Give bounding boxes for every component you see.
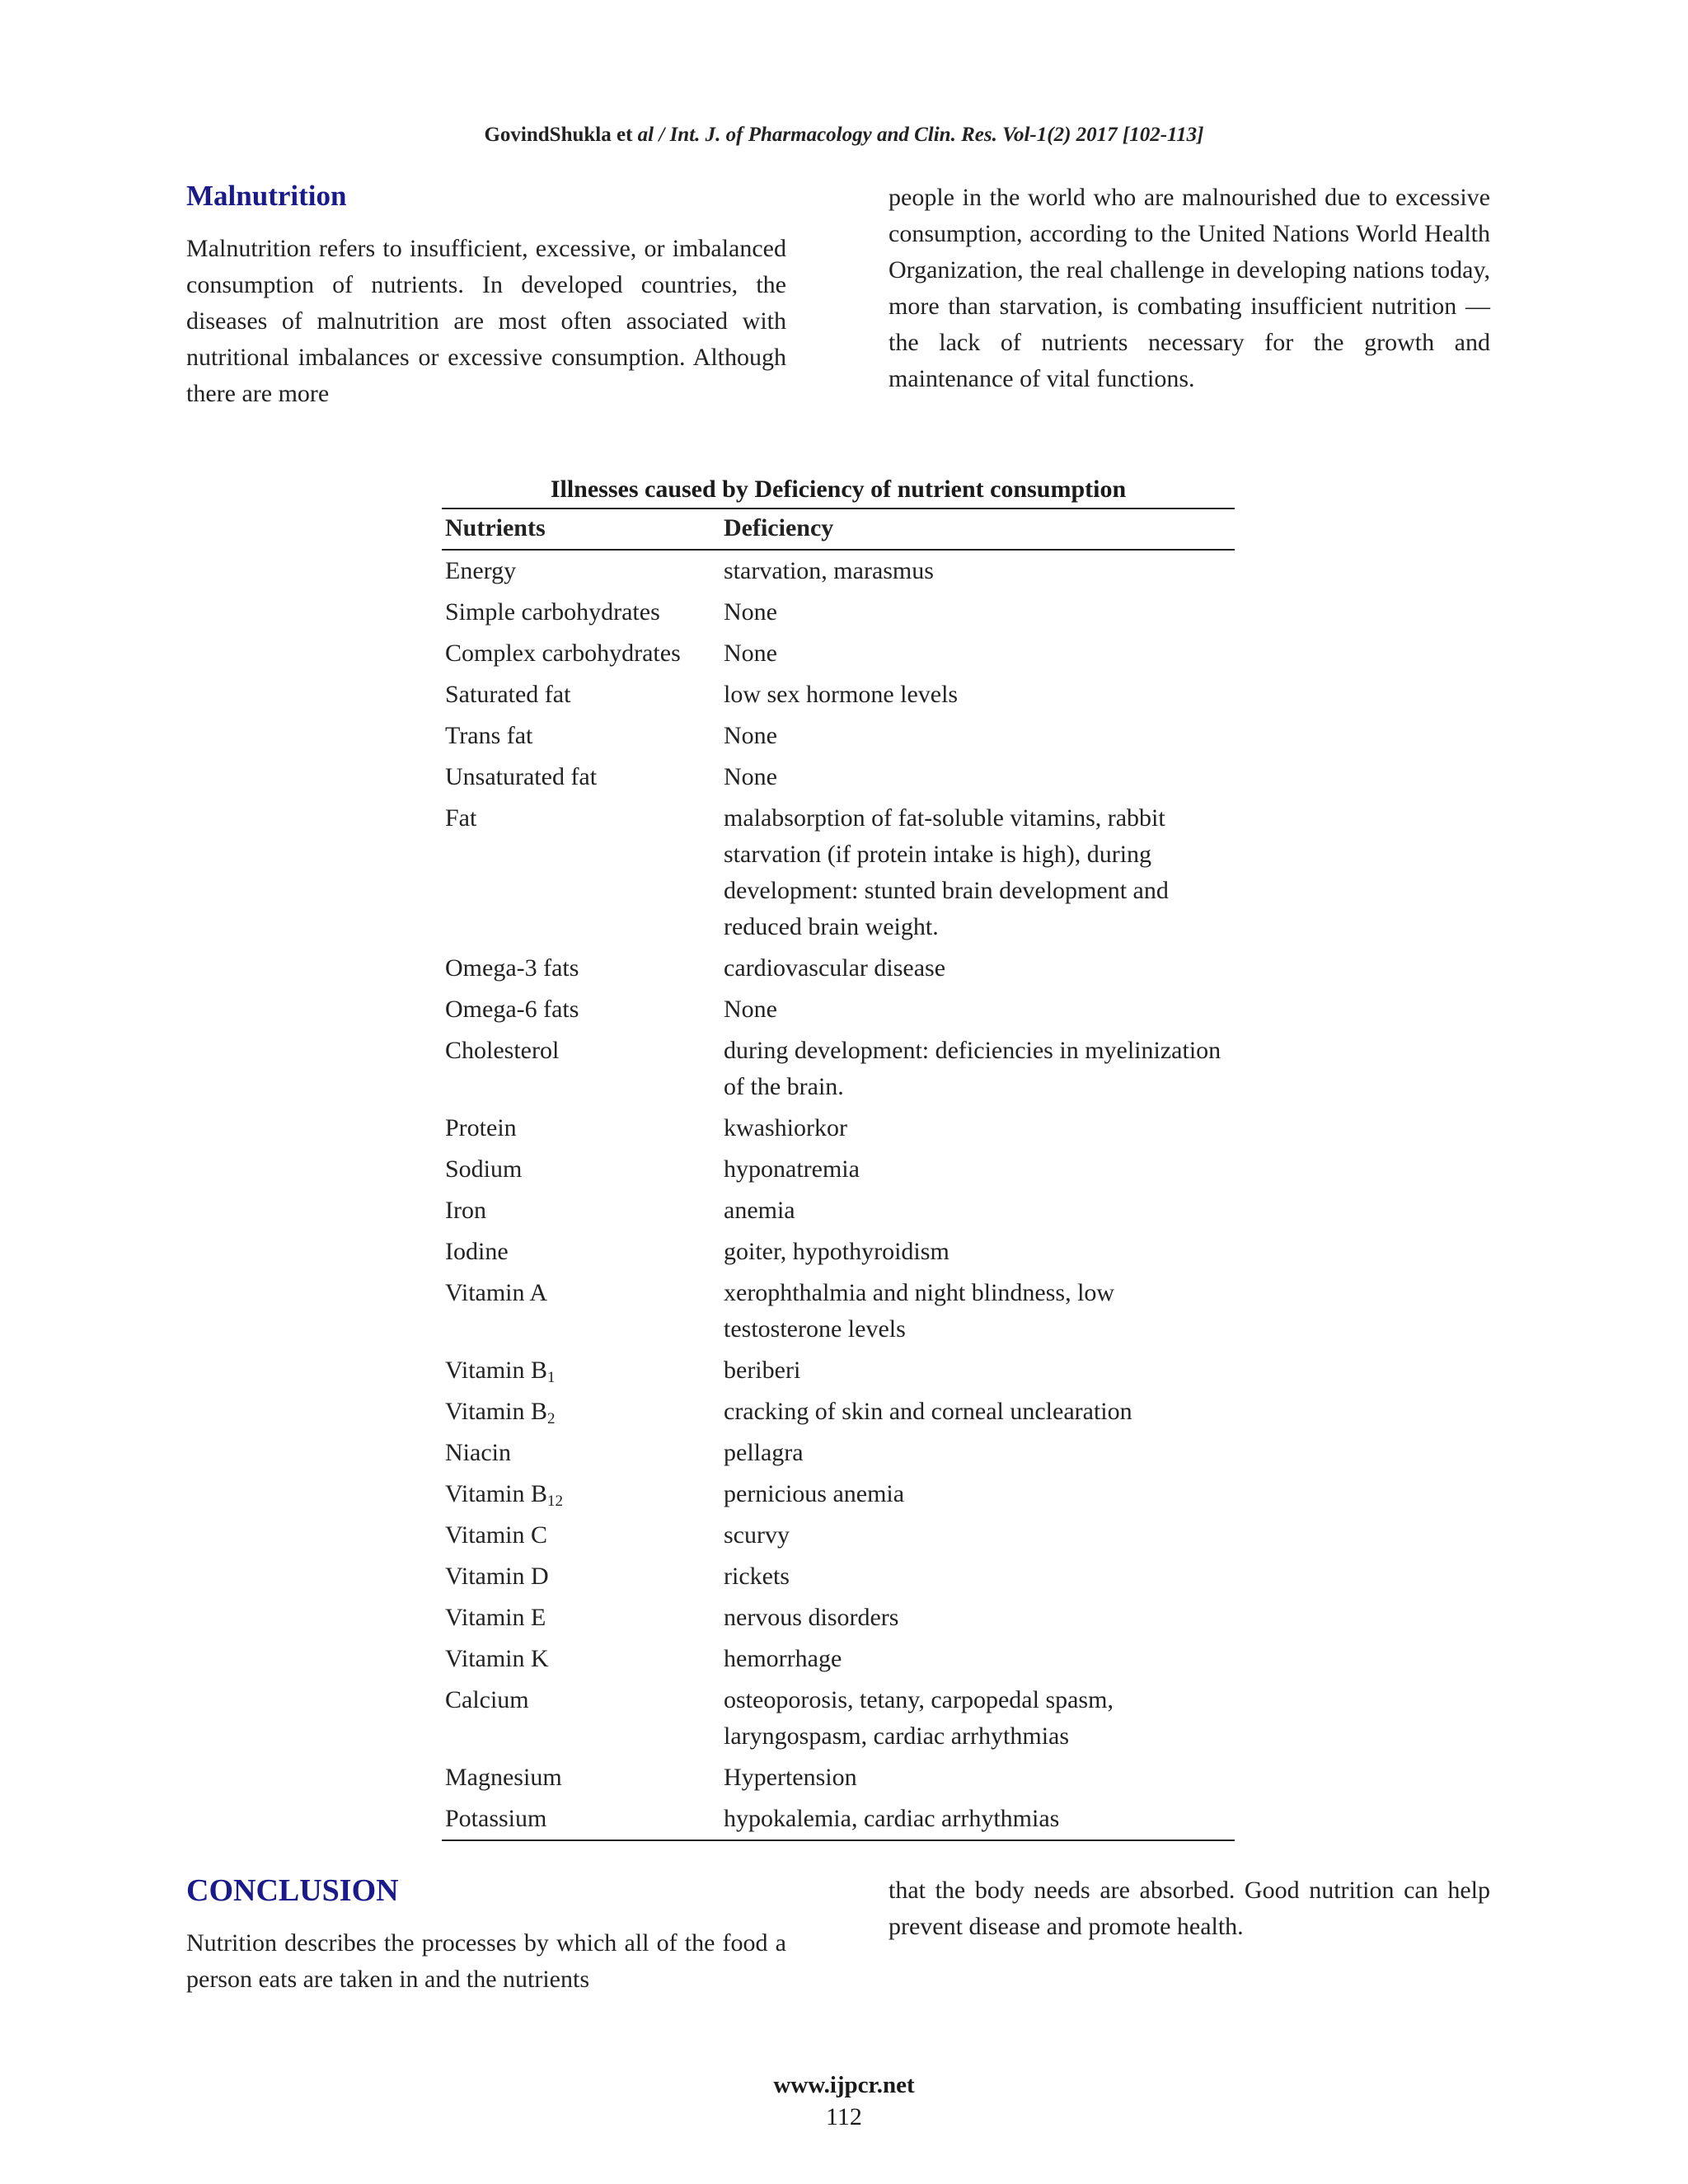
nutrient-name: Vitamin B [445, 1480, 548, 1507]
nutrient-name: Niacin [445, 1439, 511, 1466]
nutrient-cell [442, 1474, 720, 1515]
deficiency-cell: None [724, 640, 777, 667]
nutrient-cell [442, 1350, 720, 1391]
nutrient-cell [442, 1597, 720, 1638]
nutrient-name: Vitamin D [445, 1563, 549, 1590]
table-row [442, 1391, 1235, 1432]
nutrient-cell [442, 757, 720, 798]
nutrient-name: Energy [445, 557, 517, 584]
deficiency-table [442, 508, 1235, 1841]
nutrient-name: Vitamin K [445, 1645, 549, 1672]
table-row [442, 1350, 1235, 1391]
table-row [442, 1108, 1235, 1149]
deficiency-cell: goiter, hypothyroidism [724, 1238, 950, 1265]
table-row [442, 757, 1235, 798]
nutrient-name: Saturated fat [445, 681, 571, 708]
deficiency-cell: kwashiorkor [724, 1114, 847, 1141]
nutrient-cell [442, 1556, 720, 1597]
table-row [442, 1798, 1235, 1840]
nutrient-name: Omega-6 fats [445, 996, 579, 1023]
nutrient-cell [442, 1272, 720, 1350]
deficiency-cell: Hypertension [724, 1764, 857, 1791]
nutrient-cell [442, 1030, 720, 1108]
header-journal: / Int. J. of Pharmacology and Clin. Res. Vol-1(2) 2017 [102-113] [654, 124, 1204, 146]
nutrient-cell [442, 1638, 720, 1680]
nutrient-name: Calcium [445, 1686, 529, 1713]
table-row [442, 715, 1235, 757]
nutrient-cell [442, 550, 720, 592]
table-row [442, 1556, 1235, 1597]
table-row [442, 1597, 1235, 1638]
deficiency-cell: None [724, 996, 777, 1023]
deficiency-cell: hypokalemia, cardiac arrhythmias [720, 1798, 1235, 1840]
table-row [442, 1680, 1235, 1757]
page-number: 112 [826, 2103, 862, 2130]
nutrient-cell [442, 715, 720, 757]
table-row [442, 989, 1235, 1030]
table-row [442, 948, 1235, 989]
nutrient-name: Vitamin E [445, 1604, 546, 1631]
nutrient-name: Iron [445, 1197, 486, 1224]
nutrient-cell [442, 1149, 720, 1190]
nutrient-name: Vitamin A [445, 1279, 548, 1306]
nutrient-cell [442, 633, 720, 674]
deficiency-table-block [442, 473, 1235, 1841]
deficiency-cell: during development: deficiencies in myelinization of the brain. [724, 1037, 1221, 1100]
deficiency-cell: hyponatremia [724, 1155, 860, 1183]
running-header [0, 124, 1688, 147]
table-row [442, 1272, 1235, 1350]
table-row [442, 633, 1235, 674]
table-row [442, 1030, 1235, 1108]
nutrient-cell [442, 989, 720, 1030]
nutrient-cell [442, 1231, 720, 1272]
deficiency-cell: hemorrhage [724, 1645, 842, 1672]
nutrient-cell [442, 1190, 720, 1231]
nutrient-name: Fat [445, 804, 477, 832]
nutrient-cell [442, 1515, 720, 1556]
table-row [442, 1190, 1235, 1231]
nutrient-name: Cholesterol [445, 1037, 560, 1064]
nutrient-cell [442, 1757, 720, 1798]
deficiency-cell: rickets [724, 1563, 790, 1590]
nutrient-cell [442, 1680, 720, 1757]
table-row [442, 1231, 1235, 1272]
nutrient-name: Unsaturated fat [445, 763, 598, 790]
deficiency-cell: scurvy [724, 1521, 790, 1549]
table-row [442, 1638, 1235, 1680]
deficiency-cell: anemia [724, 1197, 795, 1224]
nutrient-name: Sodium [445, 1155, 523, 1183]
nutrient-name: Omega-3 fats [445, 954, 579, 982]
nutrient-subscript: 12 [547, 1493, 564, 1510]
header-author: GovindShukla et [484, 124, 633, 146]
nutrient-cell [442, 948, 720, 989]
table-caption: Illnesses caused by Deficiency of nutrient consumption [550, 476, 1127, 503]
nutrient-name: Vitamin C [445, 1521, 548, 1549]
deficiency-cell: cardiovascular disease [724, 954, 946, 982]
table-row [442, 592, 1235, 633]
nutrient-cell [442, 1108, 720, 1149]
header-deficiency: Deficiency [720, 509, 1235, 550]
nutrient-cell [442, 1391, 720, 1432]
nutrient-cell [442, 1432, 720, 1474]
deficiency-cell: pernicious anemia [724, 1480, 905, 1507]
deficiency-cell: low sex hormone levels [724, 681, 959, 708]
table-row [442, 550, 1235, 592]
nutrient-name: Simple carbohydrates [445, 598, 660, 626]
deficiency-cell: starvation, marasmus [724, 557, 934, 584]
deficiency-cell: None [724, 722, 777, 749]
deficiency-cell: None [724, 763, 777, 790]
table-row [442, 1432, 1235, 1474]
nutrient-subscript: 1 [547, 1369, 556, 1386]
conclusion-heading: CONCLUSION [186, 1873, 399, 1908]
malnutrition-right-paragraph: people in the world who are malnourished due to excessive consumption, according to the United Nations World Health Organization, the real challenge in developing nations today, more than starvation, is combating insufficient nutrition — the lack of nutrients necessary for the growth and maintenance of vital functions. [889, 184, 1490, 392]
nutrient-name: Iodine [445, 1238, 509, 1265]
nutrient-name: Protein [445, 1114, 517, 1141]
table-row [442, 1474, 1235, 1515]
nutrient-subscript: 2 [547, 1410, 556, 1427]
header-nutrients: Nutrients [442, 509, 720, 550]
conclusion-right-paragraph: that the body needs are absorbed. Good nutrition can help prevent disease and promote health. [889, 1877, 1490, 1940]
nutrient-name: Complex carbohydrates [445, 640, 681, 667]
nutrient-cell [442, 798, 720, 948]
malnutrition-heading: Malnutrition [186, 180, 347, 212]
table-row [442, 674, 1235, 715]
deficiency-cell: osteoporosis, tetany, carpopedal spasm, laryngospasm, cardiac arrhythmias [724, 1686, 1114, 1750]
deficiency-cell: xerophthalmia and night blindness, low testosterone levels [724, 1279, 1115, 1343]
nutrient-cell [442, 592, 720, 633]
nutrient-name: Potassium [445, 1805, 547, 1832]
conclusion-left-paragraph: Nutrition describes the processes by which all of the food a person eats are taken in and the nutrients [186, 1929, 786, 1993]
table-body [442, 550, 1235, 1840]
deficiency-cell: pellagra [724, 1439, 804, 1466]
table-row [442, 1515, 1235, 1556]
nutrient-name: Magnesium [445, 1764, 562, 1791]
nutrient-name: Trans fat [445, 722, 533, 749]
nutrient-name: Vitamin B [445, 1398, 548, 1425]
malnutrition-left-paragraph: Malnutrition refers to insufficient, excessive, or imbalanced consumption of nutrients. In developed countries, the diseases of malnutrition are most often associated with nutritional imbalances or excessive consumption. Although there are more [186, 235, 786, 407]
nutrient-cell [442, 674, 720, 715]
header-etal: al [637, 124, 654, 146]
table-row [442, 1149, 1235, 1190]
table-row [442, 798, 1235, 948]
table-row [442, 1757, 1235, 1798]
deficiency-cell: malabsorption of fat-soluble vitamins, rabbit starvation (if protein intake is high), during development: stunted brain development and reduced brain weight. [724, 804, 1169, 940]
deficiency-cell: nervous disorders [724, 1604, 899, 1631]
table-header-row [442, 509, 1235, 550]
deficiency-cell: cracking of skin and corneal unclearation [724, 1398, 1132, 1425]
nutrient-name: Vitamin B [445, 1357, 548, 1384]
deficiency-cell: None [724, 598, 777, 626]
nutrient-cell [442, 1798, 720, 1840]
footer-url: www.ijpcr.net [773, 2072, 915, 2098]
deficiency-cell: beriberi [724, 1357, 801, 1384]
